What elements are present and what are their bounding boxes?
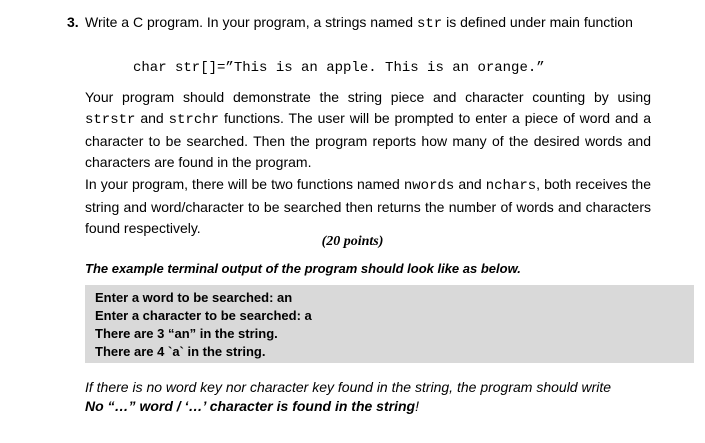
question-number: 3. (67, 14, 79, 30)
para1-text-1: Your program should demonstrate the string piece and character counting by using (85, 89, 651, 105)
fn-nchars: nchars (485, 178, 537, 194)
para1-text-2: and (135, 110, 169, 126)
points-label: (20 points) (321, 234, 384, 249)
terminal-output-box (85, 285, 694, 363)
fn-nwords: nwords (403, 178, 455, 194)
para1-text-3: functions. The user will be prompted to enter a piece of word and a character to be searched. Then the program reports how many of the desired words and characters are found in the program. (85, 110, 651, 170)
paragraph-functions (85, 87, 651, 173)
para2-text-2: and (454, 176, 486, 192)
terminal-line: Enter a word to be searched: an (95, 290, 293, 305)
intro-text-2: is defined under main function (442, 14, 633, 30)
terminal-line: Enter a character to be searched: a (95, 308, 312, 323)
example-caption: The example terminal output of the program should look like as below. (85, 261, 521, 276)
fn-strchr: strchr (168, 112, 220, 128)
note-text: If there is no word key nor character key found in the string, the program should write (85, 379, 612, 395)
note-paragraph (85, 378, 685, 416)
terminal-line: There are 3 “an” in the string. (95, 326, 278, 341)
question-intro (85, 12, 651, 35)
terminal-line: There are 4 `a` in the string. (95, 344, 266, 359)
para2-text-3: , both receives the string and word/character to be searched then returns the number of words and characters found respectively. (85, 176, 652, 236)
var-str: str (416, 16, 443, 32)
intro-text-1: Write a C program. In your program, a strings named (85, 14, 417, 30)
para2-text-1: In your program, there will be two functions named (85, 176, 404, 192)
fn-strstr: strstr (85, 112, 136, 128)
paragraph-nwords-nchars (85, 174, 651, 239)
code-declaration: char str[]=”This is an apple. This is an orange.” (133, 60, 545, 76)
note-end: ! (415, 398, 419, 414)
note-bold-message: No “…” word / ‘…’ character is found in the string (85, 398, 416, 414)
